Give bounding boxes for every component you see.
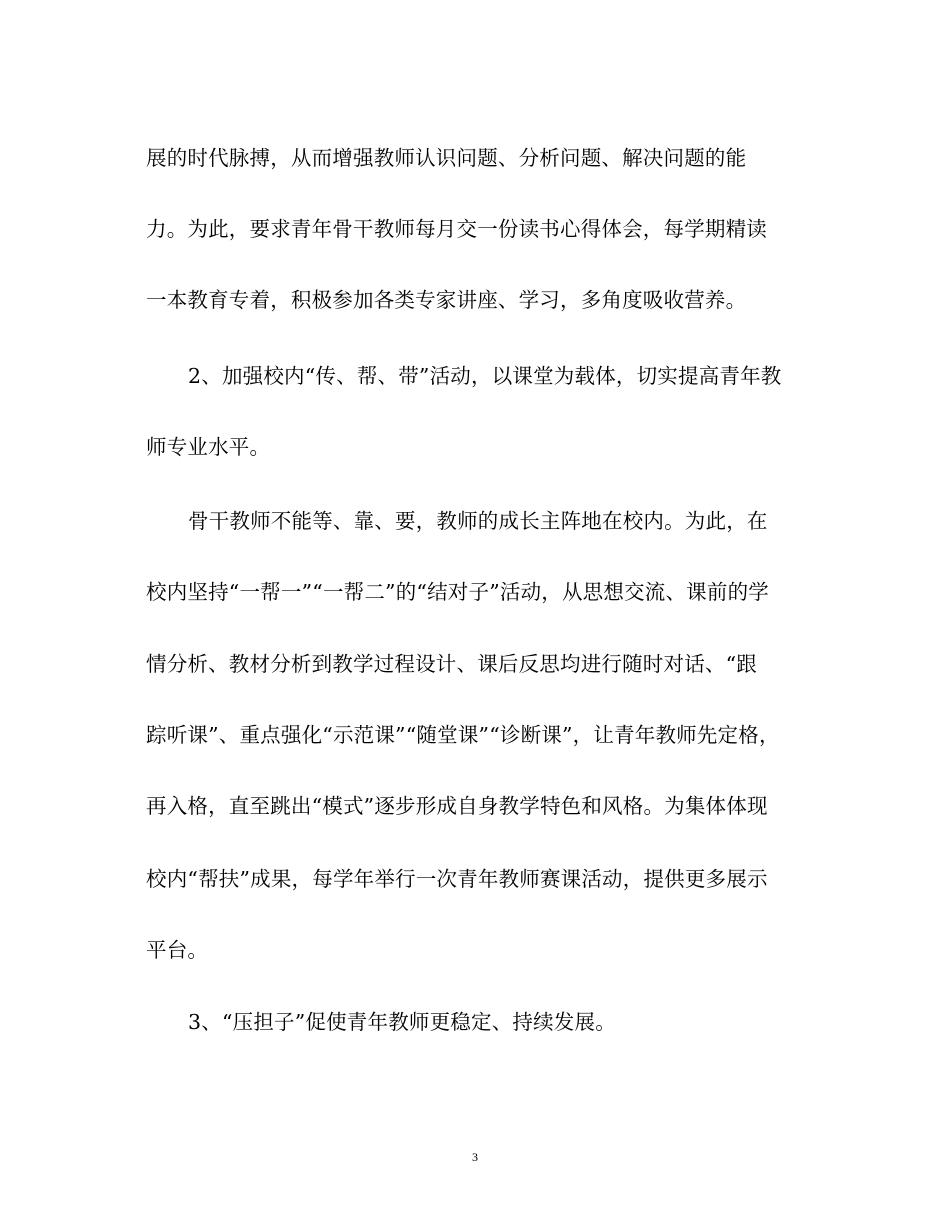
text-line-12: 平台。 bbox=[146, 938, 209, 962]
text-line-5: 师专业水平。 bbox=[146, 435, 271, 459]
text-line-6: 骨干教师不能等、靠、要，教师的成长主阵地在校内。为此，在 bbox=[188, 509, 768, 533]
text-line-9: 踪听课”、重点强化“示范课”“随堂课”“诊断课”，让青年教师先定格， bbox=[146, 723, 780, 747]
text-line-7: 校内坚持“一帮一”“一帮二”的“结对子”活动，从思想交流、课前的学 bbox=[146, 580, 769, 604]
page-number: 3 bbox=[472, 1150, 478, 1164]
text-line-11: 校内“帮扶”成果，每学年举行一次青年教师赛课活动，提供更多展示 bbox=[146, 867, 768, 891]
text-line-3: 一本教育专着，积极参加各类专家讲座、学习，多角度吸收营养。 bbox=[146, 288, 747, 312]
text-line-2: 力。为此，要求青年骨干教师每月交一份读书心得体会，每学期精读 bbox=[146, 217, 767, 241]
text-line-4: 2、加强校内“传、帮、带”活动，以课堂为载体，切实提高青年教 bbox=[188, 364, 782, 388]
text-line-8: 情分析、教材分析到教学过程设计、课后反思均进行随时对话、“跟 bbox=[146, 652, 757, 676]
text-line-10: 再入格，直至跳出“模式”逐步形成自身教学特色和风格。为集体体现 bbox=[146, 794, 768, 818]
text-line-13: 3、“压担子”促使青年教师更稳定、持续发展。 bbox=[188, 1010, 616, 1034]
text-line-1: 展的时代脉搏，从而增强教师认识问题、分析问题、解决问题的能 bbox=[146, 146, 747, 170]
